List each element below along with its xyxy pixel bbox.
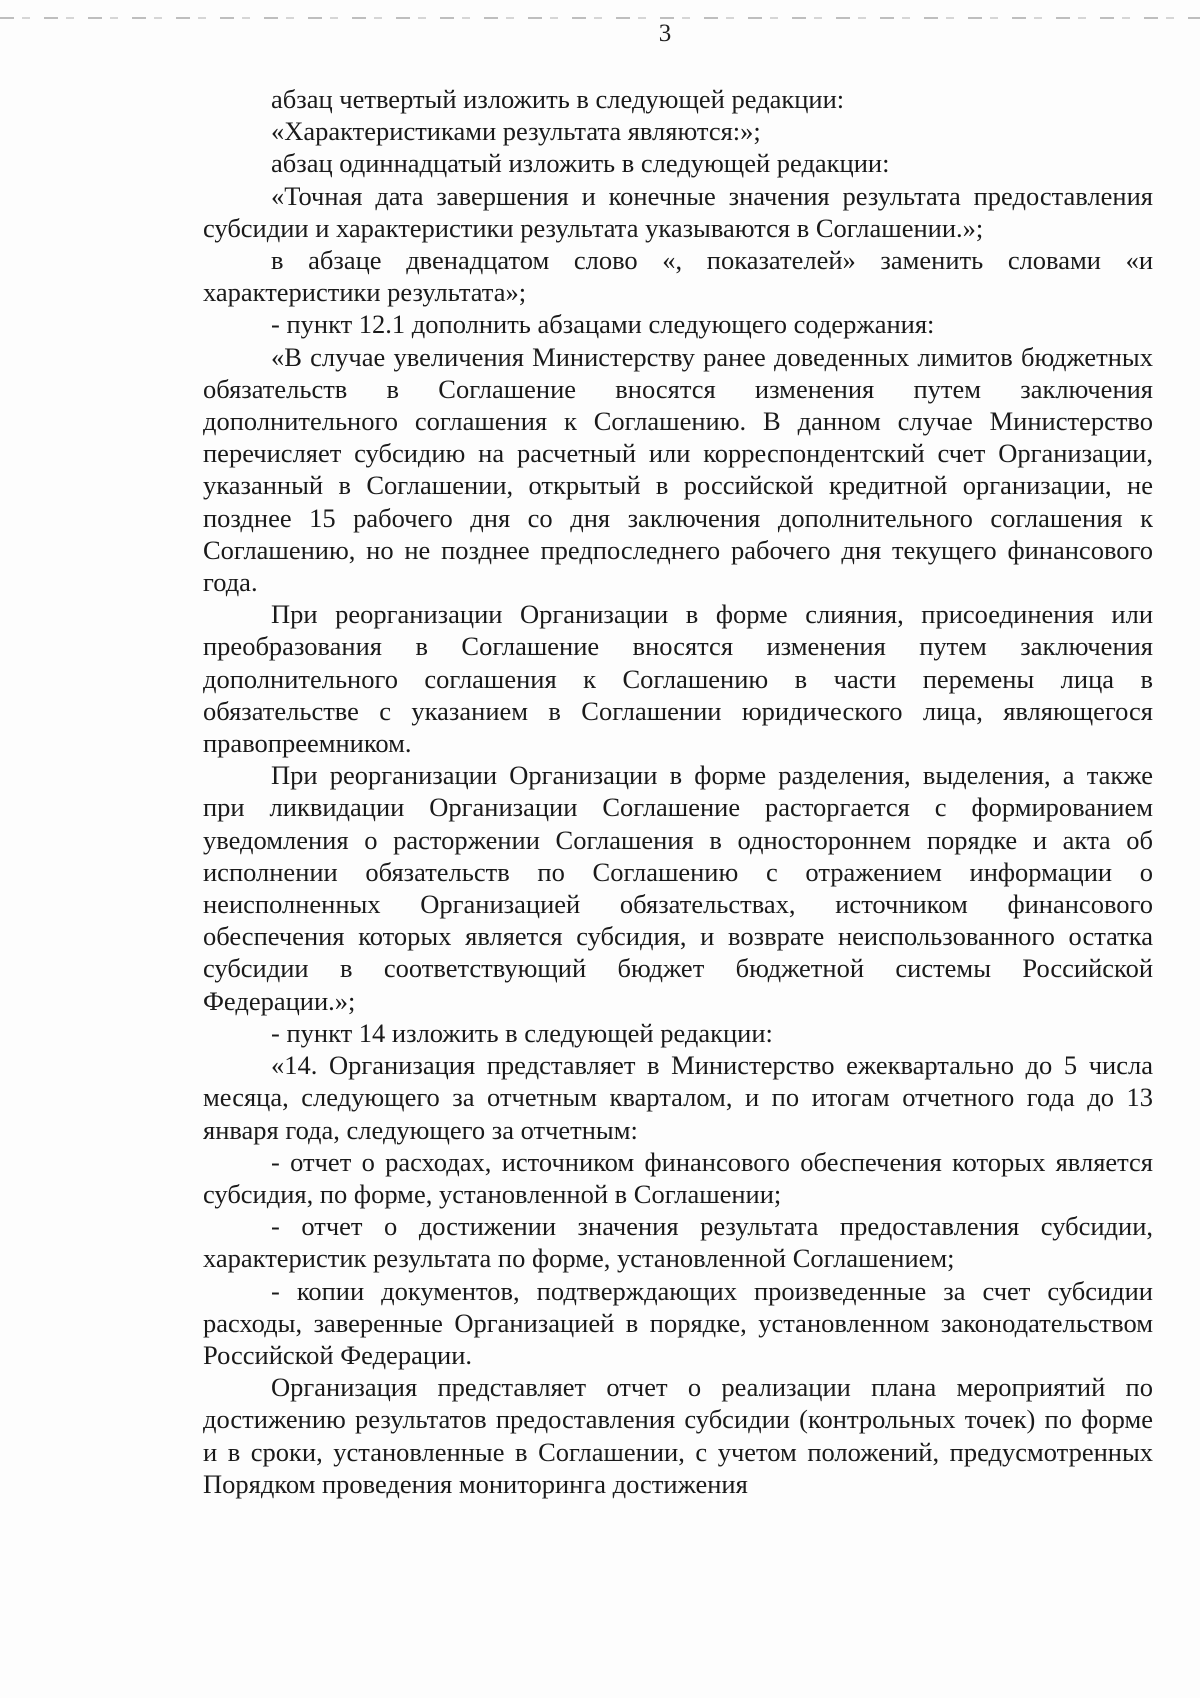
paragraph-13: - отчет о достижении значения результата предоставления субсидии, характеристик результата по форме, установленной Соглашением; bbox=[203, 1211, 1153, 1274]
paragraph-10: - пункт 14 изложить в следующей редакции: bbox=[271, 1017, 773, 1048]
paragraph-5: в абзаце двенадцатом слово «, показателей» заменить словами «и характеристики результата»; bbox=[203, 245, 1153, 308]
paragraph-15: Организация представляет отчет о реализации плана мероприятий по достижению результатов предоставления субсидии (контрольных точек) по форме и в сроки, установленные в Соглашении, с учетом положений, предусмотренных Порядком проведения мониторинга достижения bbox=[203, 1372, 1153, 1499]
paragraph-2: «Характеристиками результата являются:»; bbox=[271, 116, 761, 147]
paragraph-12: - отчет о расходах, источником финансового обеспечения которых является субсидия, по форме, установленной в Соглашении; bbox=[203, 1146, 1153, 1209]
document-body bbox=[203, 83, 1153, 1500]
scan-edge-line bbox=[0, 17, 1200, 19]
paragraph-11: «14. Организация представляет в Министерство ежеквартально до 5 числа месяца, следующего за отчетным кварталом, и по итогам отчетного года до 13 января года, следующего за отчетным: bbox=[203, 1050, 1153, 1145]
paragraph-6: - пункт 12.1 дополнить абзацами следующего содержания: bbox=[271, 309, 935, 340]
page-number: 3 bbox=[658, 20, 672, 47]
paragraph-9: При реорганизации Организации в форме разделения, выделения, а также при ликвидации Организации Соглашение расторгается с формированием уведомления о расторжении Соглашения в одностороннем порядке и акта об исполнении обязательств по Соглашению с отражением информации о неисполненных Организацией обязательствах, источником финансового обеспечения которых является субсидия, и возврате неиспользованного остатка субсидии в соответствующий бюджет бюджетной системы Российской Федерации.»; bbox=[203, 760, 1153, 1016]
paragraph-8: При реорганизации Организации в форме слияния, присоединения или преобразования в Соглашение вносятся изменения путем заключения дополнительного соглашения к Соглашению в части перемены лица в обязательстве с указанием в Соглашении юридического лица, являющегося правопреемником. bbox=[203, 599, 1153, 759]
paragraph-14: - копии документов, подтверждающих произведенные за счет субсидии расходы, заверенные Организацией в порядке, установленном законодательством Российской Федерации. bbox=[203, 1275, 1153, 1370]
paragraph-7: «В случае увеличения Министерству ранее доведенных лимитов бюджетных обязательств в Соглашение вносятся изменения путем заключения дополнительного соглашения к Соглашению. В данном случае Министерство перечисляет субсидию на расчетный или корреспондентский счет Организации, указанный в Соглашении, открытый в российской кредитной организации, не позднее 15 рабочего дня со дня заключения дополнительного соглашения к Соглашению, но не позднее предпоследнего рабочего дня текущего финансового года. bbox=[203, 341, 1153, 598]
paragraph-4: «Точная дата завершения и конечные значения результата предоставления субсидии и характеристики результата указываются в Соглашении.»; bbox=[203, 180, 1153, 243]
paragraph-3: абзац одиннадцатый изложить в следующей редакции: bbox=[271, 148, 890, 179]
paragraph-1: абзац четвертый изложить в следующей редакции: bbox=[271, 84, 845, 114]
